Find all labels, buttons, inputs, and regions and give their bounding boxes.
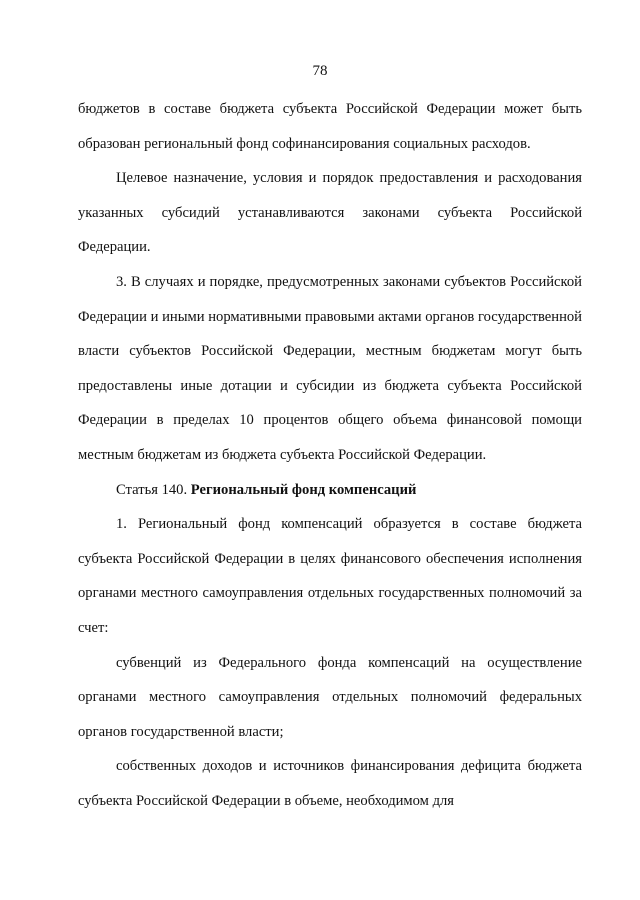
paragraph: 3. В случаях и порядке, предусмотренных законами субъектов Российской Федерации и иными нормативными правовыми актами органов государственной власти субъектов Российской Федерации, местным бюджетам могут быть предоставлены иные дотации и субсидии из бюджета субъекта Российской Федерации в пределах 10 процентов общего объема финансовой помощи местным бюджетам из бюджета субъекта Российской Федерации. [78,273,582,463]
paragraph: 1. Региональный фонд компенсаций образуется в составе бюджета субъекта Российской Федерации в целях финансового обеспечения исполнения органами местного самоуправления отдельных государственных полномочий за счет: [78,516,582,636]
document-body [78,92,582,818]
paragraph: субвенций из Федерального фонда компенсаций на осуществление органами местного самоуправления отдельных полномочий федеральных органов государственной власти; [78,654,582,740]
paragraph: собственных доходов и источников финансирования дефицита бюджета субъекта Российской Федерации в объеме, необходимом для [78,758,582,809]
paragraph: Целевое назначение, условия и порядок предоставления и расходования указанных субсидий устанавливаются законами субъекта Российской Федерации. [78,170,582,256]
article-title: Региональный фонд компенсаций [190,481,417,498]
article-label: Статья 140. [116,481,188,498]
page-number: 78 [312,63,328,79]
paragraph: бюджетов в составе бюджета субъекта Российской Федерации может быть образован региональный фонд софинансирования социальных расходов. [78,101,582,152]
article-heading [78,473,582,508]
